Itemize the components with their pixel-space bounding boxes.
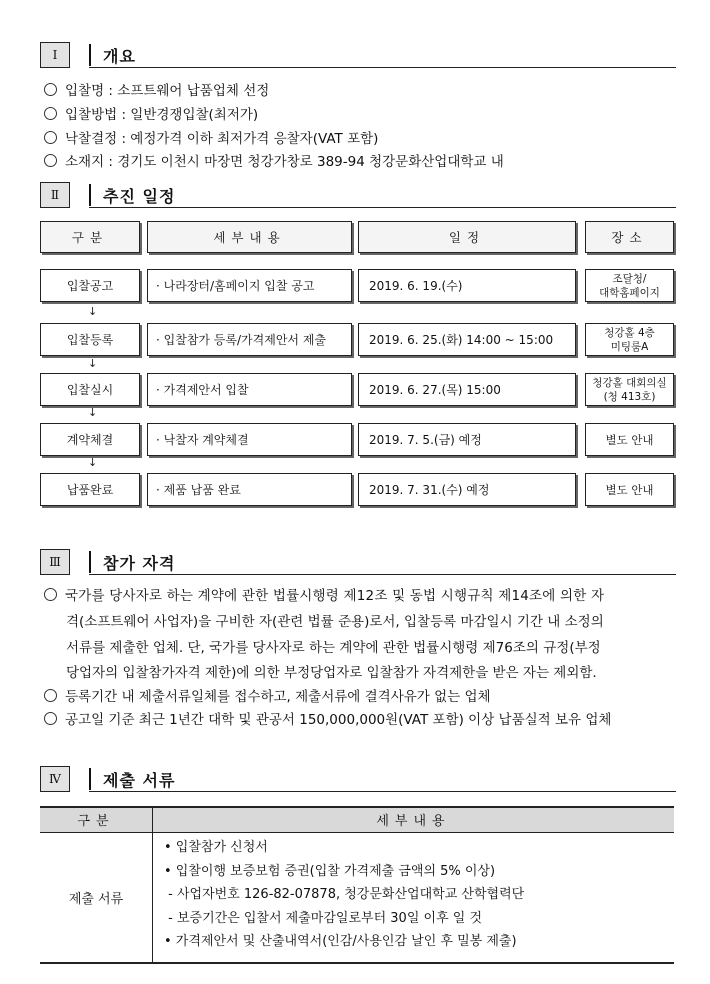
- documents-item: • 입찰참가 신청서: [164, 840, 268, 855]
- section-bar: [89, 768, 91, 790]
- schedule-step-date: 2019. 6. 27.(목) 15:00: [358, 373, 576, 406]
- documents-category: 제출 서류: [68, 891, 124, 907]
- schedule-step-category: 계약체결: [40, 423, 140, 456]
- documents-item: - 보증기간은 입찰서 제출마감일로부터 30일 이후 일 것: [164, 910, 483, 926]
- section-header-schedule: [40, 182, 676, 208]
- schedule-step-category: 입찰실시: [40, 373, 140, 406]
- circle-bullet-icon: [44, 588, 57, 601]
- qualification-item: 공고일 기준 최근 1년간 대학 및 관공서 150,000,000원(VAT 포함) 이상 납품실적 보유 업체: [44, 708, 611, 728]
- schedule-step-place: 청강홀 4층 미팅룸A: [585, 323, 674, 356]
- schedule-header-category: 구분: [40, 221, 140, 253]
- circle-bullet-icon: [44, 154, 57, 167]
- schedule-header-place: 장소: [585, 221, 674, 253]
- documents-table: [40, 806, 674, 964]
- documents-item: • 가격제안서 및 산출내역서(인감/사용인감 날인 후 밀봉 제출): [164, 934, 517, 949]
- circle-bullet-icon: [44, 712, 57, 725]
- section-underline: [89, 791, 676, 792]
- down-arrow-icon: ↓: [88, 406, 98, 419]
- documents-item: • 입찰이행 보증보험 증권(입찰 가격제출 금액의 5% 이상): [164, 863, 496, 879]
- down-arrow-icon: ↓: [88, 305, 98, 318]
- overview-item: 입찰방법 : 일반경쟁입찰(최저가): [44, 103, 258, 123]
- circle-bullet-icon: [44, 689, 57, 702]
- documents-header-category: 구분: [40, 806, 152, 832]
- circle-bullet-icon: [44, 83, 57, 96]
- circle-bullet-icon: [44, 107, 57, 120]
- schedule-step-date: 2019. 6. 19.(수): [358, 269, 576, 302]
- schedule-header-date: 일정: [358, 221, 576, 253]
- section-header-overview: [40, 42, 676, 68]
- schedule-step-detail: · 나라장터/홈페이지 입찰 공고: [147, 269, 352, 302]
- schedule-step-category: 납품완료: [40, 473, 140, 506]
- documents-items: [164, 836, 524, 954]
- section-bar: [89, 551, 91, 573]
- section-bar: [89, 44, 91, 66]
- schedule-step-date: 2019. 7. 31.(수) 예정: [358, 473, 576, 506]
- schedule-step-place: 청강홀 대회의실 (청 413호): [585, 373, 674, 406]
- qualification-item: 국가를 당사자로 하는 계약에 관한 법률시행령 제12조 및 동법 시행규칙 제14조에 의한 자: [44, 584, 604, 604]
- overview-item: 낙찰결정 : 예정가격 이하 최저가격 응찰자(VAT 포함): [44, 127, 378, 147]
- schedule-step-category: 입찰등록: [40, 323, 140, 356]
- table-column-divider: [152, 806, 153, 964]
- schedule-step-place: 조달청/ 대학홈페이지: [585, 269, 674, 302]
- section-title: 제출 서류: [103, 771, 176, 790]
- schedule-step-date: 2019. 6. 25.(화) 14:00 ~ 15:00: [358, 323, 576, 356]
- schedule-step-detail: · 제품 납품 완료: [147, 473, 352, 506]
- schedule-step-detail: · 낙찰자 계약체결: [147, 423, 352, 456]
- section-underline: [89, 207, 676, 208]
- overview-item: 소재지 : 경기도 이천시 마장면 청강가창로 389-94 청강문화산업대학교 내: [44, 150, 504, 170]
- schedule-step-date: 2019. 7. 5.(금) 예정: [358, 423, 576, 456]
- documents-item: - 사업자번호 126-82-07878, 청강문화산업대학교 산학협력단: [164, 887, 525, 902]
- qualification-item-cont: 당업자의 입찰참가자격 제한)에 의한 부정당업자로 입찰참가 자격제한을 받은 자는 제외함.: [66, 665, 597, 681]
- section-underline: [89, 574, 676, 575]
- table-top-border: [40, 806, 674, 808]
- schedule-step-place: 별도 안내: [585, 423, 674, 456]
- table-bottom-border: [40, 962, 674, 964]
- overview-item: 입찰명 : 소프트웨어 납품업체 선정: [44, 79, 269, 99]
- section-number: Ⅱ: [40, 182, 70, 208]
- section-bar: [89, 184, 91, 206]
- section-number: Ⅲ: [40, 549, 70, 575]
- section-title: 개요: [103, 47, 136, 66]
- documents-header-detail: 세부내용: [153, 806, 674, 832]
- qualification-item-cont: 서류를 제출한 업체. 단, 국가를 당사자로 하는 계약에 관한 법률시행령 제76조의 규정(부정: [66, 640, 601, 656]
- circle-bullet-icon: [44, 131, 57, 144]
- section-number: Ⅳ: [40, 766, 70, 792]
- schedule-step-detail: · 가격제안서 입찰: [147, 373, 352, 406]
- qualification-item: 등록기간 내 제출서류일체를 접수하고, 제출서류에 결격사유가 없는 업체: [44, 685, 491, 705]
- section-title: 참가 자격: [103, 554, 176, 573]
- qualification-item-cont: 격(소프트웨어 사업자)을 구비한 자(관련 법률 준용)로서, 입찰등록 마감일시 기간 내 소정의: [66, 614, 604, 630]
- down-arrow-icon: ↓: [88, 357, 98, 370]
- section-underline: [89, 67, 676, 68]
- schedule-step-detail: · 입찰참가 등록/가격제안서 제출: [147, 323, 352, 356]
- section-header-documents: [40, 766, 676, 792]
- section-header-qualification: [40, 549, 676, 575]
- schedule-header-detail: 세부내용: [147, 221, 352, 253]
- schedule-step-place: 별도 안내: [585, 473, 674, 506]
- section-number: Ⅰ: [40, 42, 70, 68]
- down-arrow-icon: ↓: [88, 456, 98, 469]
- section-title: 추진 일정: [103, 187, 176, 206]
- schedule-step-category: 입찰공고: [40, 269, 140, 302]
